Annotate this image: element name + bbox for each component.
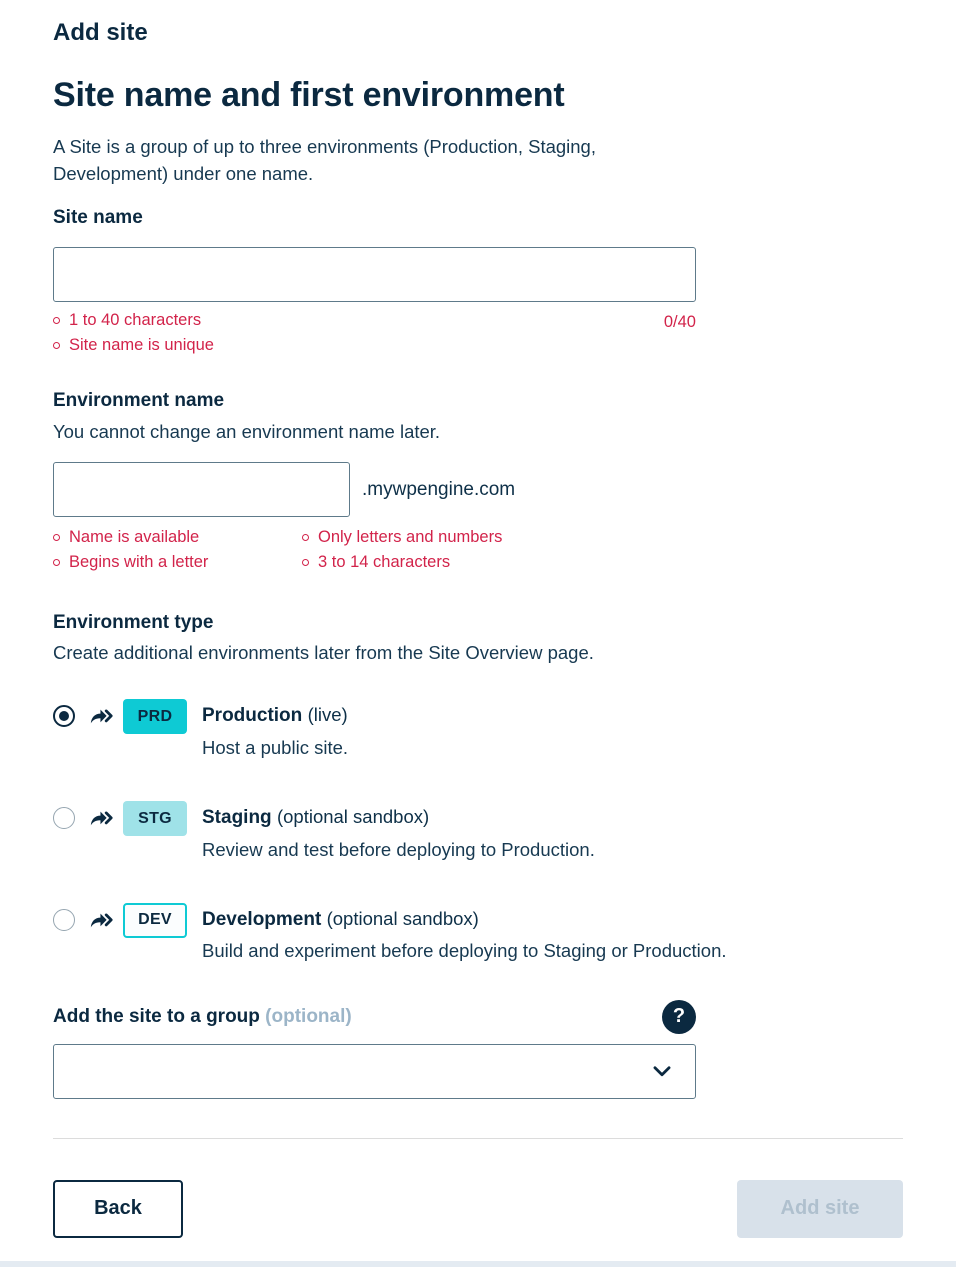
environment-name-input[interactable] xyxy=(53,462,350,517)
group-label xyxy=(53,1006,352,1028)
question-mark-glyph: ? xyxy=(672,1005,686,1027)
validation-text: 3 to 14 characters xyxy=(318,552,451,571)
validation-item xyxy=(53,336,214,356)
option-title: Development xyxy=(202,908,322,930)
validation-text: Only letters and numbers xyxy=(318,528,503,547)
environment-type-options xyxy=(53,699,956,963)
validation-bullet-icon xyxy=(302,559,309,566)
validation-bullet-icon xyxy=(53,534,60,541)
option-description: Build and experiment before deploying to Staging or Production. xyxy=(202,940,727,962)
validation-bullet-icon xyxy=(53,342,60,349)
breadcrumb-page-name: Add site xyxy=(53,19,148,46)
forward-arrow-icon xyxy=(88,908,114,934)
environment-type-label: Environment type xyxy=(53,611,214,633)
option-title: Staging xyxy=(202,807,272,829)
radio-production[interactable] xyxy=(53,705,75,727)
validation-text: Site name is unique xyxy=(69,335,214,354)
environment-name-validations xyxy=(53,528,956,578)
option-staging[interactable] xyxy=(53,801,956,862)
option-suffix: (optional sandbox) xyxy=(326,907,479,929)
site-name-char-counter: 0/40 xyxy=(663,312,696,331)
validation-text: 1 to 40 characters xyxy=(69,310,202,329)
validation-text: Name is available xyxy=(69,528,200,547)
option-suffix: (live) xyxy=(307,704,348,726)
validation-bullet-icon xyxy=(302,534,309,541)
radio-development[interactable] xyxy=(53,909,75,931)
page-title: Site name and first environment xyxy=(53,75,565,114)
validation-text: Begins with a letter xyxy=(69,552,209,571)
environment-type-note: Create additional environments later from the Site Overview page. xyxy=(53,642,594,664)
site-name-validation-row xyxy=(53,311,696,361)
forward-arrow-icon xyxy=(88,704,114,730)
footer-divider xyxy=(53,1138,903,1139)
environment-name-note: You cannot change an environment name later. xyxy=(53,421,441,443)
option-description: Review and test before deploying to Production. xyxy=(202,838,595,860)
validation-item xyxy=(302,528,502,548)
bottom-background-strip xyxy=(0,1261,956,1267)
radio-staging[interactable] xyxy=(53,807,75,829)
site-name-input[interactable] xyxy=(53,247,696,302)
site-name-label: Site name xyxy=(53,207,143,229)
environment-name-label: Environment name xyxy=(53,390,225,412)
validation-bullet-icon xyxy=(53,317,60,324)
validation-item xyxy=(53,553,302,573)
validation-bullet-icon xyxy=(53,559,60,566)
badge-dev: DEV xyxy=(123,903,187,938)
add-site-button: Add site xyxy=(737,1180,903,1238)
option-suffix: (optional sandbox) xyxy=(276,806,430,828)
back-button[interactable]: Back xyxy=(53,1180,183,1238)
help-icon[interactable] xyxy=(662,1000,696,1034)
chevron-down-icon xyxy=(649,1058,675,1084)
option-description: Host a public site. xyxy=(202,736,349,758)
domain-suffix: .mywpengine.com xyxy=(362,478,516,500)
validation-item xyxy=(53,528,302,548)
option-title: Production xyxy=(202,705,303,727)
validation-item xyxy=(53,311,214,331)
option-development[interactable] xyxy=(53,903,956,964)
validation-item xyxy=(302,553,502,573)
badge-prd: PRD xyxy=(123,699,187,734)
badge-stg: STG xyxy=(123,801,187,836)
site-name-validations xyxy=(53,311,214,361)
page-intro: A Site is a group of up to three environments (Production, Staging, Development) under one name. xyxy=(53,135,596,185)
option-production[interactable] xyxy=(53,699,956,760)
forward-arrow-icon xyxy=(88,806,114,832)
group-optional-text: (optional) xyxy=(265,1005,352,1027)
group-label-text: Add the site to a group xyxy=(53,1005,260,1027)
group-select[interactable] xyxy=(53,1044,696,1099)
